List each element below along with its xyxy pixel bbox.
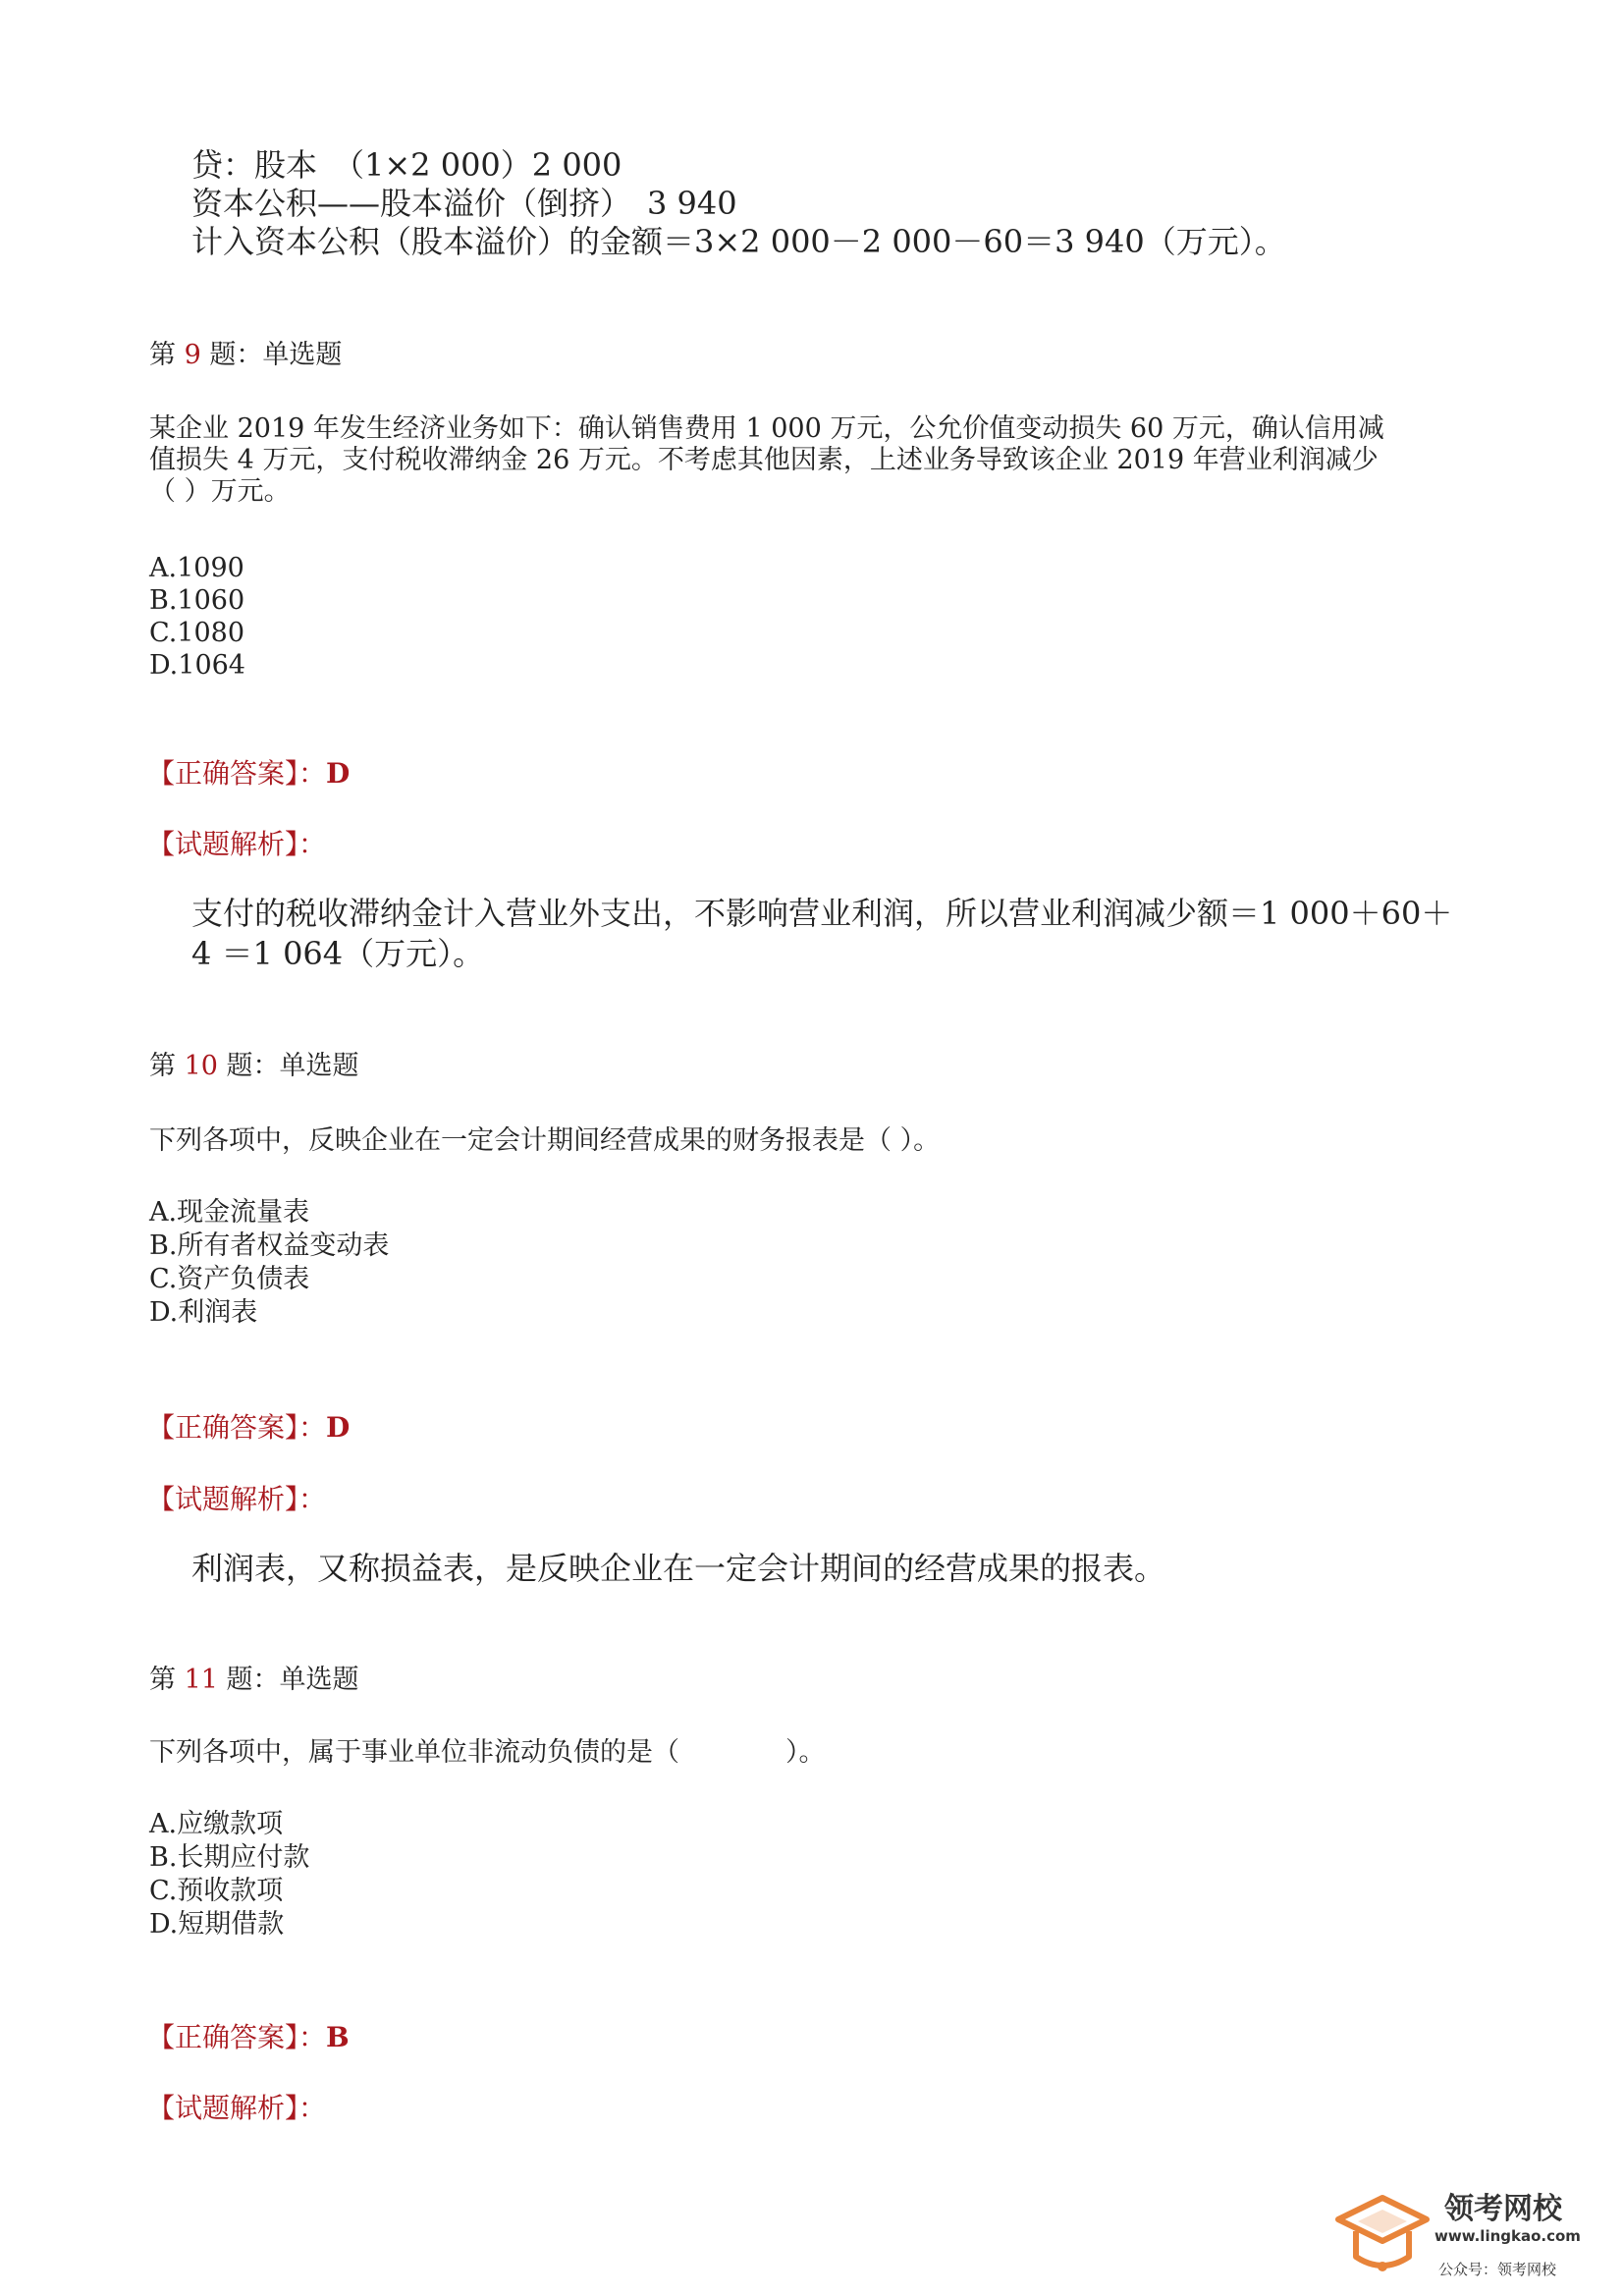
question-9-stem-line-2: 值损失 4 万元，支付税收滞纳金 26 万元。不考虑其他因素，上述业务导致该企业 2019 年营业利润减少 xyxy=(149,445,1379,475)
prev-explanation-line-2: 资本公积——股本溢价（倒挤） 3 940 xyxy=(191,185,737,222)
question-type: 题：单选题 xyxy=(226,1665,359,1695)
graduation-cap-icon xyxy=(1328,2180,1436,2288)
question-type: 题：单选题 xyxy=(209,340,343,370)
question-9-stem-line-1: 某企业 2019 年发生经济业务如下：确认销售费用 1 000 万元，公允价值变动损失 60 万元，确认信用减 xyxy=(149,413,1384,444)
question-11-header xyxy=(149,1664,359,1696)
question-10-analysis-label: 【试题解析】： xyxy=(147,1483,327,1515)
prev-explanation-line-3: 计入资本公积（股本溢价）的金额＝3×2 000－2 000－60＝3 940（万元）。 xyxy=(191,223,1286,260)
question-11-option-a: A.应缴款项 xyxy=(149,1809,284,1839)
answer-label: 【正确答案】： xyxy=(147,757,327,790)
answer-label: 【正确答案】： xyxy=(147,2021,327,2053)
question-9-stem-line-3: （ ）万元。 xyxy=(149,476,291,507)
question-number: 9 xyxy=(184,340,201,370)
question-9-option-a: A.1090 xyxy=(149,553,244,583)
question-9-option-c: C.1080 xyxy=(149,618,244,648)
question-10-option-c: C.资产负债表 xyxy=(149,1264,310,1294)
question-type: 题：单选题 xyxy=(226,1051,359,1081)
logo-name: 领考网校 xyxy=(1444,2192,1562,2226)
question-10-answer xyxy=(147,1406,350,1446)
question-prefix: 第 xyxy=(149,1665,176,1695)
question-prefix: 第 xyxy=(149,340,176,370)
question-10-option-d: D.利润表 xyxy=(149,1297,258,1328)
question-11-answer xyxy=(147,2016,350,2055)
question-9-option-b: B.1060 xyxy=(149,585,245,616)
question-11-analysis-label: 【试题解析】： xyxy=(147,2092,327,2124)
answer-value: B xyxy=(326,2021,350,2053)
question-10-option-a: A.现金流量表 xyxy=(149,1197,310,1228)
question-9-option-d: D.1064 xyxy=(149,650,245,681)
prev-explanation-line-1: 贷：股本 （1×2 000）2 000 xyxy=(191,146,622,184)
question-prefix: 第 xyxy=(149,1051,176,1081)
question-10-stem: 下列各项中，反映企业在一定会计期间经营成果的财务报表是（ ）。 xyxy=(149,1125,941,1156)
question-11-option-b: B.长期应付款 xyxy=(149,1842,310,1873)
answer-value: D xyxy=(326,757,351,790)
question-11-option-c: C.预收款项 xyxy=(149,1876,284,1906)
lingkao-logo xyxy=(1328,2180,1584,2288)
question-9-answer xyxy=(147,752,350,792)
question-10-header xyxy=(149,1050,359,1082)
answer-value: D xyxy=(326,1411,351,1444)
question-11-option-d: D.短期借款 xyxy=(149,1909,285,1940)
question-number: 10 xyxy=(184,1051,218,1081)
question-9-analysis-line-2: 4 ＝1 064（万元）。 xyxy=(191,935,485,972)
question-9-header xyxy=(149,339,342,371)
question-10-analysis-line-1: 利润表，又称损益表，是反映企业在一定会计期间的经营成果的报表。 xyxy=(191,1550,1166,1587)
question-9-analysis-label: 【试题解析】： xyxy=(147,828,327,860)
question-11-stem: 下列各项中，属于事业单位非流动负债的是（ ）。 xyxy=(149,1737,826,1768)
logo-wechat: 公众号：领考网校 xyxy=(1438,2261,1557,2278)
question-10-option-b: B.所有者权益变动表 xyxy=(149,1230,390,1261)
answer-label: 【正确答案】： xyxy=(147,1411,327,1444)
question-number: 11 xyxy=(184,1665,218,1695)
question-9-analysis-line-1: 支付的税收滞纳金计入营业外支出，不影响营业利润，所以营业利润减少额＝1 000＋60＋ xyxy=(191,895,1453,932)
logo-url: www.lingkao.com xyxy=(1434,2227,1581,2245)
